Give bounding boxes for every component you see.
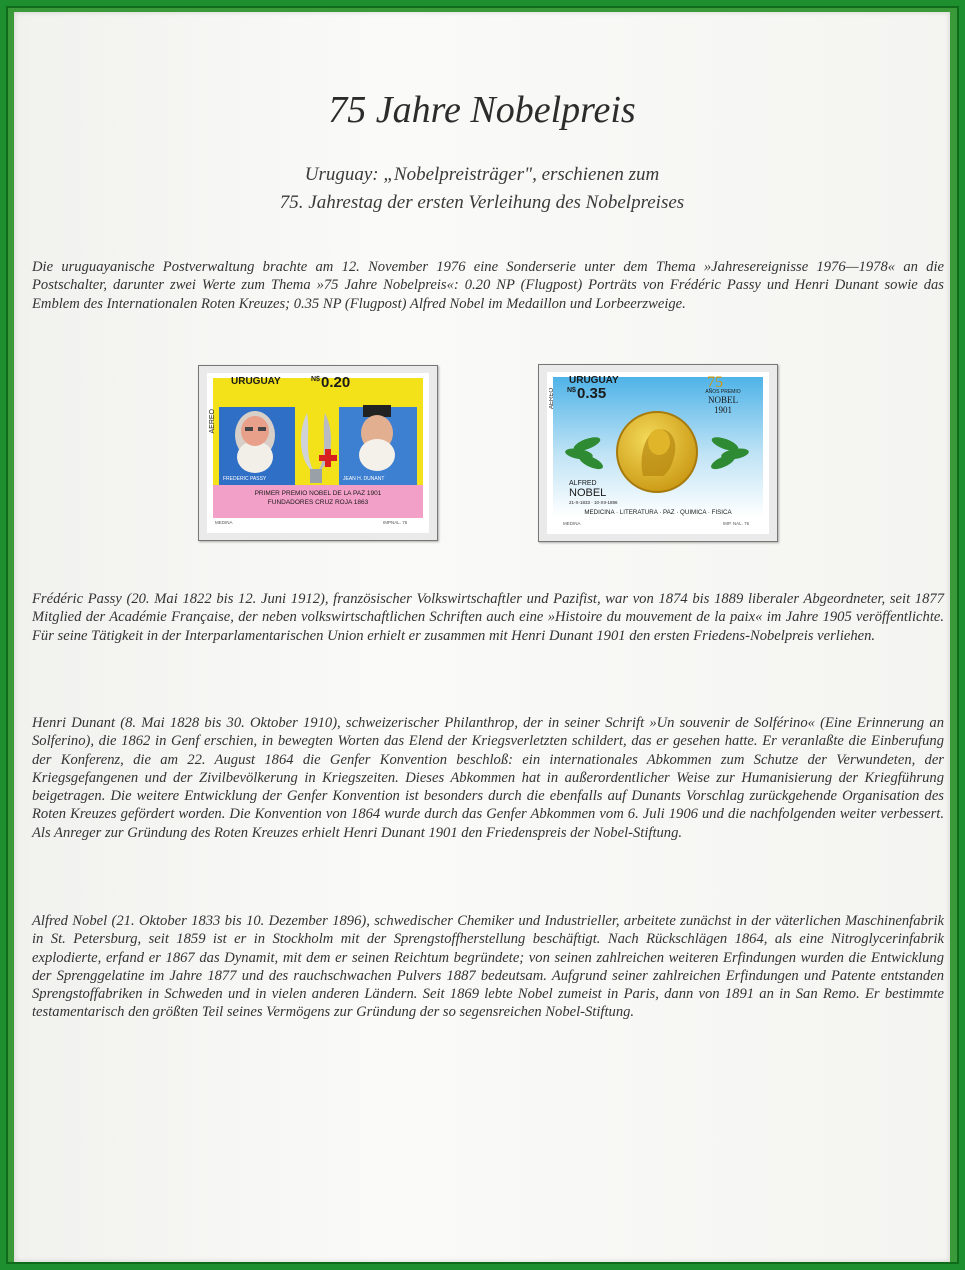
stamp2-name-1: ALFRED	[569, 480, 597, 487]
stamp1-caption-1: PRIMER PREMIO NOBEL DE LA PAZ 1901	[254, 490, 382, 497]
stamp1-printer: IMPNAL. 76	[383, 520, 408, 525]
stamp2-printer: IMP. NAL. 76	[723, 521, 750, 526]
portrait-dunant-icon	[359, 405, 395, 471]
stamp-nobel	[547, 372, 769, 534]
stamp2-name-2: NOBEL	[569, 487, 607, 499]
stamp-passy-dunant	[207, 373, 429, 533]
stamp1-name-left: FREDERIC PASSY	[223, 476, 267, 482]
stamp1-caption-2: FUNDADORES CRUZ ROJA 1863	[267, 499, 369, 506]
stamp2-country: URUGUAY	[569, 375, 619, 386]
portrait-passy-icon	[235, 411, 275, 473]
stamp1-currency: N$	[311, 376, 320, 383]
stamp1-name-right: JEAN H. DUNANT	[343, 476, 385, 482]
album-page	[14, 12, 950, 1262]
stamp2-designer: MEDINA	[563, 521, 581, 526]
stamp2-anniv-text: AÑOS PREMIO	[705, 389, 741, 395]
stamp2-dates: 21-X-1833 · 10-XII-1896	[569, 500, 618, 505]
stamp2-anniv-nobel: NOBEL	[708, 395, 738, 405]
bio-nobel-paragraph: Alfred Nobel (21. Oktober 1833 bis 10. Dezember 1896), schwedischer Chemiker und Industrieller, arbeitete zunächst in der väterlichen Maschinenfabrik in St. Petersburg, seit 1859 ist er in Stockholm mit der Sprengstoffherstellung beschäftigt. Nach Rückschlägen 1864, als eine Nitroglycerinfabrik explodierte, erfand er 1867 das Dynamit, mit dem er seinen Reichtum begründete; von seinen zahlreichen weiteren Erfindungen wurden die Entwicklung der Sprenggelatine im Jahre 1877 und des rauchschwachen Pulvers 1887 bedeutsam. Aufgrund seiner zahlreichen Erfindungen und Patente entstanden Sprengstoffabriken in Schweden und in vielen anderen Ländern. Seit 1869 lebte Nobel zumeist in Paris, dann von 1891 an in San Remo. Er bestimmte testamentarisch den größten Teil seines Vermögens zur Gründung der so segensreichen Nobel-Stiftung.	[32, 913, 944, 1021]
page-title: 75 Jahre Nobelpreis	[328, 89, 636, 131]
stamp-mount-passy-dunant	[198, 365, 438, 541]
stamp2-anniv-number: 75	[707, 374, 723, 391]
stamp1-country: URUGUAY	[231, 376, 281, 387]
subtitle-line-2: 75. Jahrestag der ersten Verleihung des Nobelpreises	[279, 192, 685, 213]
stamp2-service: AEREO	[549, 388, 555, 410]
stamp-mount-nobel	[538, 364, 778, 542]
stamp2-value: 0.35	[577, 385, 607, 402]
bio-passy-paragraph: Frédéric Passy (20. Mai 1822 bis 12. Juni 1912), französischer Volkswirtschaftler und Pazifist, war von 1874 bis 1889 liberaler Abgeordneter, seit 1877 Mitglied der Académie Française, der neben volkswirtschaftlichen Schriften auch eine »Histoire du mouvement de la paix« im Jahre 1905 veröffentlichte. Für seine Tätigkeit in der Interparlamentarischen Union erhielt er zusammen mit Henri Dunant 1901 den ersten Friedens-Nobelpreis verliehen.	[32, 591, 944, 644]
stamp2-anniv-year: 1901	[714, 405, 732, 415]
nobel-medal-icon	[617, 412, 697, 492]
bio-dunant-paragraph: Henri Dunant (8. Mai 1828 bis 30. Oktober 1910), schweizerischer Philanthrop, der in seiner Schrift »Un souvenir de Solférino« (Eine Erinnerung an Solferino), die 1862 in Genf erschien, in bewegten Worten das Elend der Kriegsverletzten schildert, das er gesehen hatte. Er veranlaßte die Einberufung der Konferenz, die am 22. August 1864 die Genfer Konvention beschloß: ein internationales Abkommen zum Schutze der Verwundeten, der Kriegsgefangenen und der Zivilbevölkerung in Kriegszeiten. Dieses Abkommen hat in außerordentlicher Weise zur Humanisierung der Kriegführung beigetragen. Die weitere Entwicklung der Genfer Konvention ist besonders durch die ebenfalls auf Dunants Vorschlag zurückgehende Organisation des Roten Kreuzes gefördert worden. Die Konvention von 1864 wurde durch das Genfer Abkommen vom 6. Juli 1906 und die nachfolgenden weiter verbessert. Als Anreger zur Gründung des Roten Kreuzes erhielt Henri Dunant 1901 den Friedenspreis der Nobel-Stiftung.	[32, 715, 944, 841]
intro-paragraph: Die uruguayanische Postverwaltung brachte am 12. November 1976 eine Sonderserie unter dem Thema »Jahresereignisse 1976—1978« an die Postschalter, darunter zwei Werte zum Thema »75 Jahre Nobelpreis«: 0.20 NP (Flugpost) Porträts von Frédéric Passy und Henri Dunant sowie das Emblem des Internationalen Roten Kreuzes; 0.35 NP (Flugpost) Alfred Nobel im Medaillon und Lorbeerzweige.	[32, 259, 944, 312]
stamp-passy-dunant-artwork	[207, 373, 429, 533]
stamp1-service: AEREO	[209, 409, 216, 434]
subtitle-line-1: Uruguay: „Nobelpreisträger", erschienen zum	[304, 164, 660, 185]
stamp1-designer: MEDINA	[215, 520, 233, 525]
stamp2-currency: N$	[567, 387, 576, 394]
stamp1-value: 0.20	[321, 374, 351, 391]
stamp2-fields: MEDICINA · LITERATURA · PAZ · QUIMICA · FISICA	[584, 509, 732, 516]
